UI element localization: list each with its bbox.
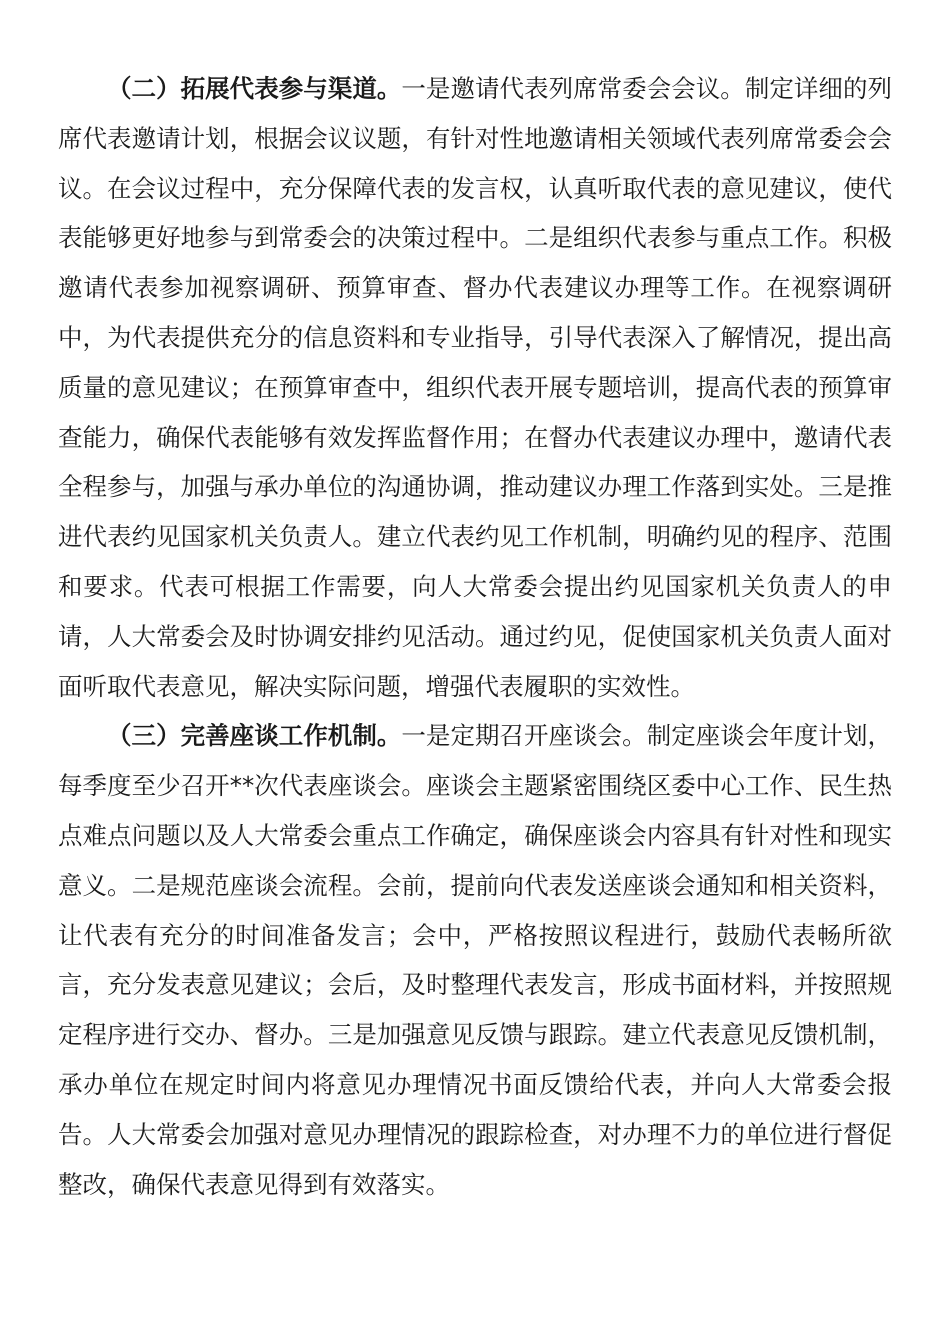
- section-heading-3: （三）完善座谈工作机制。: [107, 721, 402, 751]
- section-paragraph-3: [58, 711, 892, 1209]
- section-heading-2: （二）拓展代表参与渠道。: [107, 74, 402, 103]
- section-body-2: 一是邀请代表列席常委会会议。制定详细的列席代表邀请计划，根据会议议题，有针对性地邀请相关领域代表列席常委会会议。在会议过程中，充分保障代表的发言权，认真听取代表的意见建议，使代表能够更好地参与到常委会的决策过程中。二是组织代表参与重点工作。积极邀请代表参加视察调研、预算审查、督办代表建议办理等工作。在视察调研中，为代表提供充分的信息资料和专业指导，引导代表深入了解情况，提出高质量的意见建议；在预算审查中，组织代表开展专题培训，提高代表的预算审查能力，确保代表能够有效发挥监督作用；在督办代表建议办理中，邀请代表全程参与，加强与承办单位的沟通协调，推动建议办理工作落到实处。三是推进代表约见国家机关负责人。建立代表约见工作机制，明确约见的程序、范围和要求。代表可根据工作需要，向人大常委会提出约见国家机关负责人的申请，人大常委会及时协调安排约见活动。通过约见，促使国家机关负责人面对面听取代表意见，解决实际问题，增强代表履职的实效性。: [58, 74, 893, 701]
- section-paragraph-2: [58, 64, 892, 711]
- section-body-3: 一是定期召开座谈会。制定座谈会年度计划，每季度至少召开**次代表座谈会。座谈会主题紧密围绕区委中心工作、民生热点难点问题以及人大常委会重点工作确定，确保座谈会内容具有针对性和现实意义。二是规范座谈会流程。会前，提前向代表发送座谈会通知和相关资料，让代表有充分的时间准备发言；会中，严格按照议程进行，鼓励代表畅所欲言，充分发表意见建议；会后，及时整理代表发言，形成书面材料，并按照规定程序进行交办、督办。三是加强意见反馈与跟踪。建立代表意见反馈机制，承办单位在规定时间内将意见办理情况书面反馈给代表，并向人大常委会报告。人大常委会加强对意见办理情况的跟踪检查，对办理不力的单位进行督促整改，确保代表意见得到有效落实。: [58, 721, 893, 1199]
- document-page: [58, 64, 892, 1209]
